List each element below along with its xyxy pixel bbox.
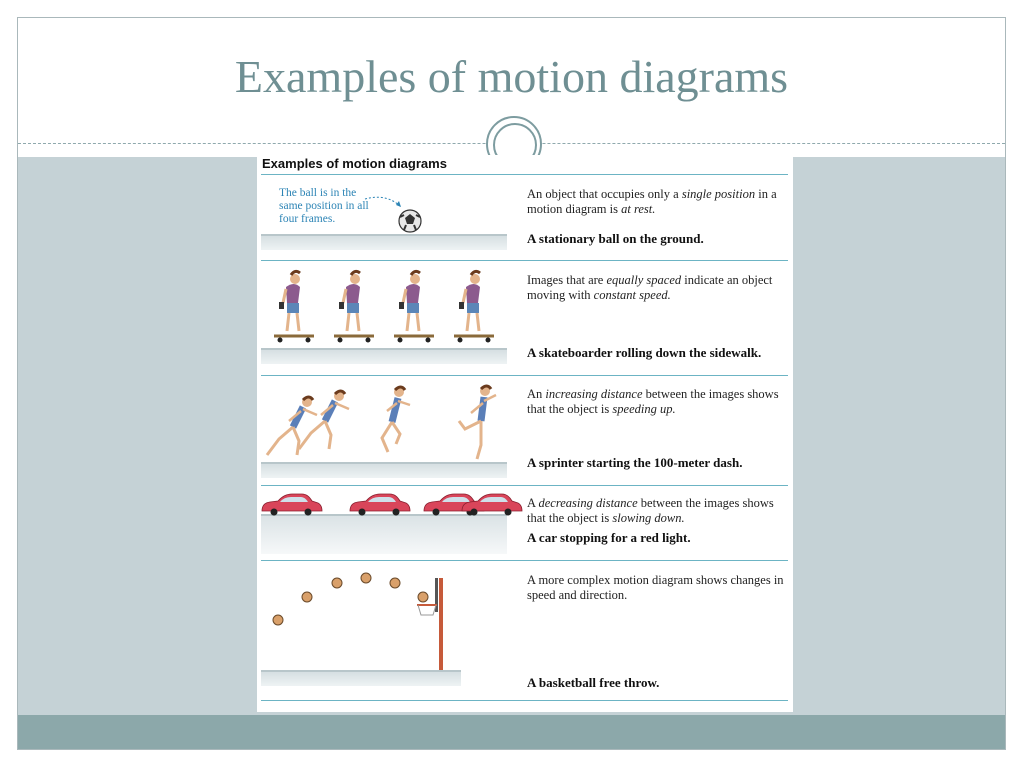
basketball-icon — [273, 615, 283, 625]
skateboarder-description: Images that are equally spaced indicate an object moving with constant speed. — [527, 273, 773, 302]
ball-caption: A stationary ball on the ground. — [527, 231, 704, 246]
ball-note: The ball is in the same position in all four frames. — [279, 187, 369, 225]
row-divider — [261, 700, 788, 701]
basketball-caption: A basketball free throw. — [527, 675, 660, 690]
slide-title: Examples of motion diagrams — [234, 51, 789, 102]
sprinter-description: An increasing distance between the images shows that the object is speeding up. — [527, 387, 779, 416]
basketball-figure — [257, 155, 517, 685]
sprinter-caption: A sprinter starting the 100-meter dash. — [527, 455, 743, 470]
car-caption: A car stopping for a red light. — [527, 530, 691, 545]
hoop-icon — [417, 578, 443, 670]
car-description: A decreasing distance between the images shows that the object is slowing down. — [527, 496, 774, 525]
footer-band — [18, 715, 1005, 749]
basketball-icon — [332, 578, 342, 588]
figure-heading: Examples of motion diagrams — [262, 156, 447, 171]
figure-panel — [257, 155, 793, 712]
basketball-icon — [361, 573, 371, 583]
skateboarder-caption: A skateboarder rolling down the sidewalk. — [527, 345, 762, 360]
basketball-icon — [418, 592, 428, 602]
basketball-icon — [390, 578, 400, 588]
basketball-description: A more complex motion diagram shows changes in speed and direction. — [527, 573, 784, 602]
basketball-icon — [302, 592, 312, 602]
ball-description: An object that occupies only a single position in a motion diagram is at rest. — [527, 187, 777, 216]
